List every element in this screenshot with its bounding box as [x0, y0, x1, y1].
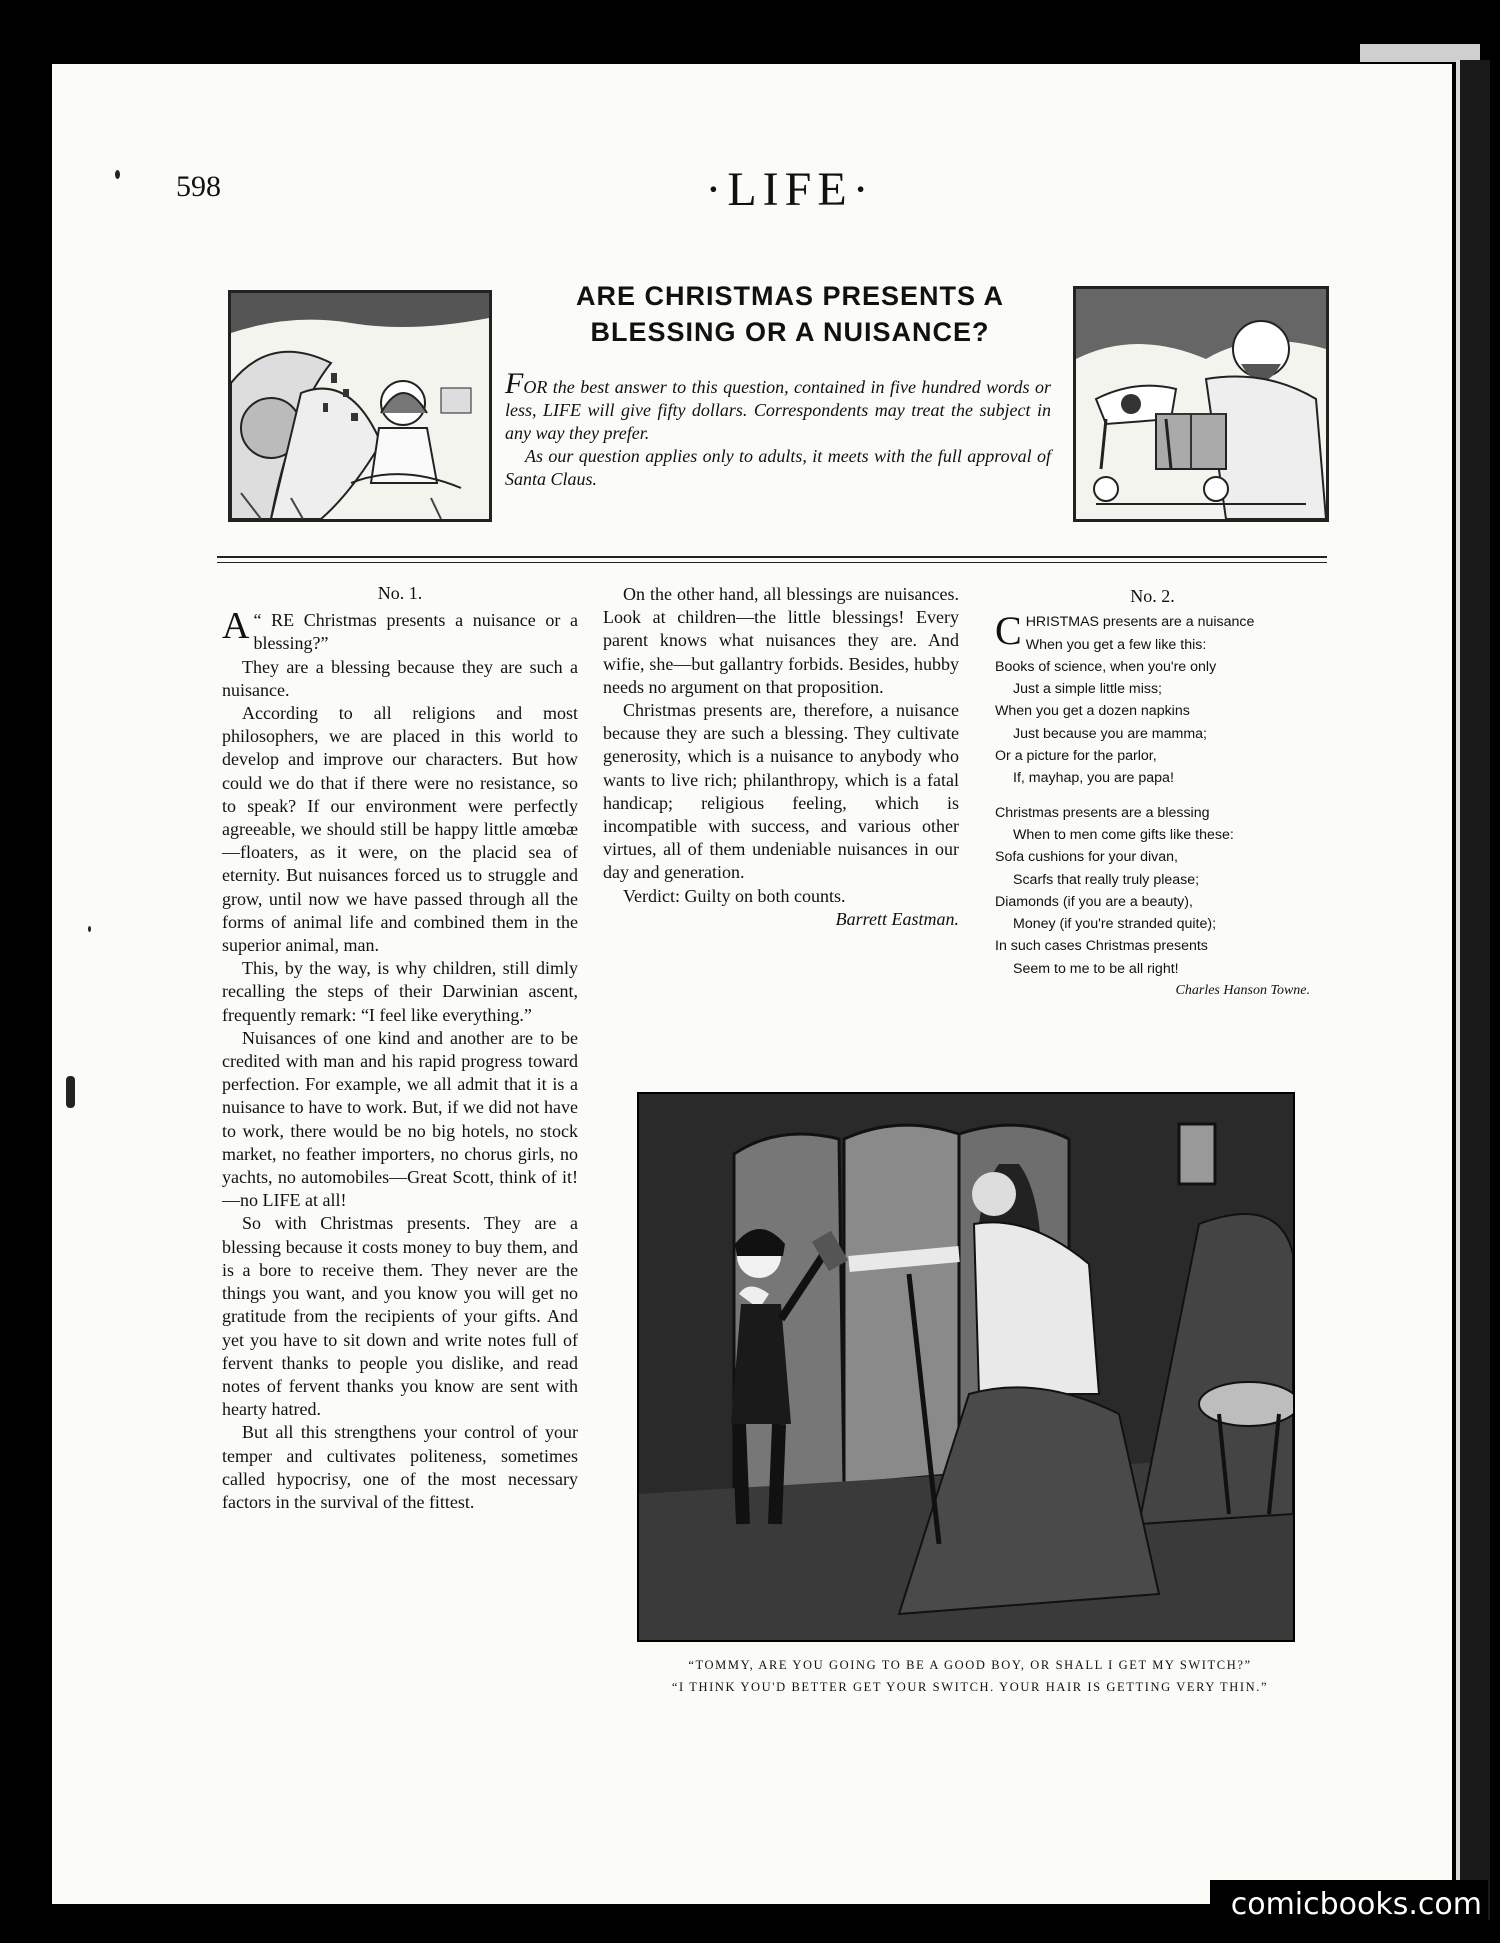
- intro-paragraph-1: [505, 367, 1051, 445]
- intro-paragraph-2: As our question applies only to adults, it meets with the full approval of Santa Claus.: [505, 446, 1051, 489]
- poem-line: If, mayhap, you are papa!: [1013, 770, 1174, 787]
- poem-line: When you get a dozen napkins: [995, 703, 1190, 720]
- poem-line: When you get a few like this:: [1025, 636, 1207, 653]
- child-toys-drawing: [231, 293, 489, 519]
- headline-line-2: BLESSING OR A NUISANCE?: [590, 317, 990, 347]
- ink-speck: [66, 1076, 75, 1108]
- ink-speck: [88, 926, 91, 932]
- letter-1-column-2: [603, 583, 959, 931]
- poem-line: Scarfs that really truly please;: [1013, 871, 1200, 888]
- intro-text-1: OR the best answer to this question, contained in five hundred words or less, LIFE will give fifty dollars. Correspondents may treat the subject in any way they prefer.: [505, 377, 1051, 443]
- tommy-and-grandmother-drawing: [639, 1094, 1293, 1640]
- headline-line-1: ARE CHRISTMAS PRESENTS A: [575, 281, 1005, 311]
- illustration-caption: [630, 1654, 1310, 1698]
- poem-line: When to men come gifts like these:: [1013, 826, 1234, 843]
- poem-line: Sofa cushions for your divan,: [995, 849, 1178, 866]
- poem-line: Just a simple little miss;: [1013, 681, 1163, 698]
- letter-1-paragraph: Christmas presents are, therefore, a nuisance because they are such a blessing. They cultivate generosity, which is a nuisance to anybody who wants to live rich; philanthropy, which is a fatal handicap; religious feeling, which is incompatible with success, and various other virtues, all of them undeniable nuisances in our day and generation.: [603, 700, 959, 883]
- letter-2-poem: [995, 585, 1310, 1002]
- poem-line: In such cases Christmas presents: [995, 938, 1208, 955]
- poem-line: Seem to me to be all right!: [1013, 960, 1179, 977]
- header-rule-top: [217, 556, 1327, 558]
- masthead-title: ·LIFE·: [705, 163, 875, 216]
- facing-page-edge: [1456, 60, 1490, 1920]
- vignette-child-with-toys: [228, 290, 492, 522]
- letter-1-paragraph: But all this strengthens your control of your temper and cultivates politeness, sometimes called hypocrisy, one of the most necessary factors in the survival of the fittest.: [222, 1422, 578, 1512]
- poem-line: Christmas presents are a blessing: [995, 804, 1210, 821]
- source-watermark: comicbooks.com: [1210, 1880, 1488, 1930]
- article-headline: [500, 278, 1080, 350]
- letter-2-drop-cap: C: [995, 608, 1022, 654]
- letter-1-paragraph: According to all religions and most philosophers, we are placed in this world to develop and improve our characters. But how could we do that if there were no resistance, so to speak? If our environment were perfectly agreeable, we should still be happy little amœbæ—floaters, as it were, on the placid sea of eternity. But nuisances forced us to struggle and grow, until now we have passed through all the forms of animal life and combined them in the superior animal, man.: [222, 703, 578, 956]
- letter-1-verdict: Verdict: Guilty on both counts.: [623, 885, 846, 906]
- poem-line-text: HRISTMAS presents are a nuisance: [1025, 614, 1255, 631]
- poem-line: Or a picture for the parlor,: [995, 748, 1157, 765]
- letter-1-paragraph: So with Christmas presents. They are a blessing because it costs money to buy them, and is a bore to receive them. They never are the things you want, and you know you will get no gratitude from the recipients of your gifts. And yet you have to sit down and write notes full of fervent thanks to people you dislike, and read notes of fervent thanks you know are sent with hearty hatred.: [222, 1213, 578, 1420]
- header-rule-bottom: [217, 562, 1327, 563]
- letter-1-column-1: [222, 582, 578, 1514]
- ink-speck: [115, 170, 120, 179]
- letter-1-paragraph: On the other hand, all blessings are nuisances. Look at children—the little blessings! Every parent knows what nuisances they are. And wifie, she—but gallantry forbids. Besides, hubby needs no argument on that proposition.: [603, 584, 959, 697]
- letter-1-signature: Barrett Eastman.: [835, 908, 959, 929]
- letter-1-open-quote: “: [253, 610, 262, 631]
- letter-2-signature: Charles Hanson Towne.: [1175, 983, 1310, 999]
- letter-1-paragraph: They are a blessing because they are such a nuisance.: [222, 656, 578, 700]
- poem-line: Money (if you're stranded quite);: [1013, 916, 1217, 933]
- intro-drop-letter: F: [505, 367, 524, 400]
- man-gift-drawing: [1076, 289, 1326, 519]
- letter-1-number: No. 1.: [377, 583, 423, 603]
- letter-1-drop-cap: A: [222, 605, 250, 648]
- poem-line: Diamonds (if you are a beauty),: [995, 893, 1193, 910]
- page-number: 598: [176, 170, 221, 203]
- letter-1-opening-text: RE Christmas presents a nuisance or a blessing?”: [253, 610, 579, 654]
- cartoon-illustration: [637, 1092, 1295, 1642]
- poem-line: Just because you are mamma;: [1013, 725, 1207, 742]
- letter-1-paragraph: This, by the way, is why children, still dimly recalling the steps of their Darwinian ascent, frequently remark: “I feel like everything.”: [222, 958, 578, 1025]
- letter-1-opening: [222, 605, 579, 655]
- caption-line-2: “I THINK YOU'D BETTER GET YOUR SWITCH. YOUR HAIR IS GETTING VERY THIN.”: [671, 1680, 1269, 1694]
- contest-intro: [505, 367, 1051, 491]
- vignette-man-with-gift: [1073, 286, 1329, 522]
- poem-line: Books of science, when you're only: [995, 658, 1217, 675]
- letter-1-paragraph: Nuisances of one kind and another are to be credited with man and his rapid progress toward perfection. For example, we all admit that it is a nuisance to have to work. But, if we did not have to work, there would be no big hotels, no stock market, no feather importers, no chorus girls, no yachts, no automobiles—Great Scott, think of it!—no LIFE at all!: [222, 1027, 578, 1211]
- caption-line-1: “TOMMY, ARE YOU GOING TO BE A GOOD BOY, OR SHALL I GET MY SWITCH?”: [688, 1658, 1252, 1672]
- letter-2-number: No. 2.: [1130, 586, 1175, 606]
